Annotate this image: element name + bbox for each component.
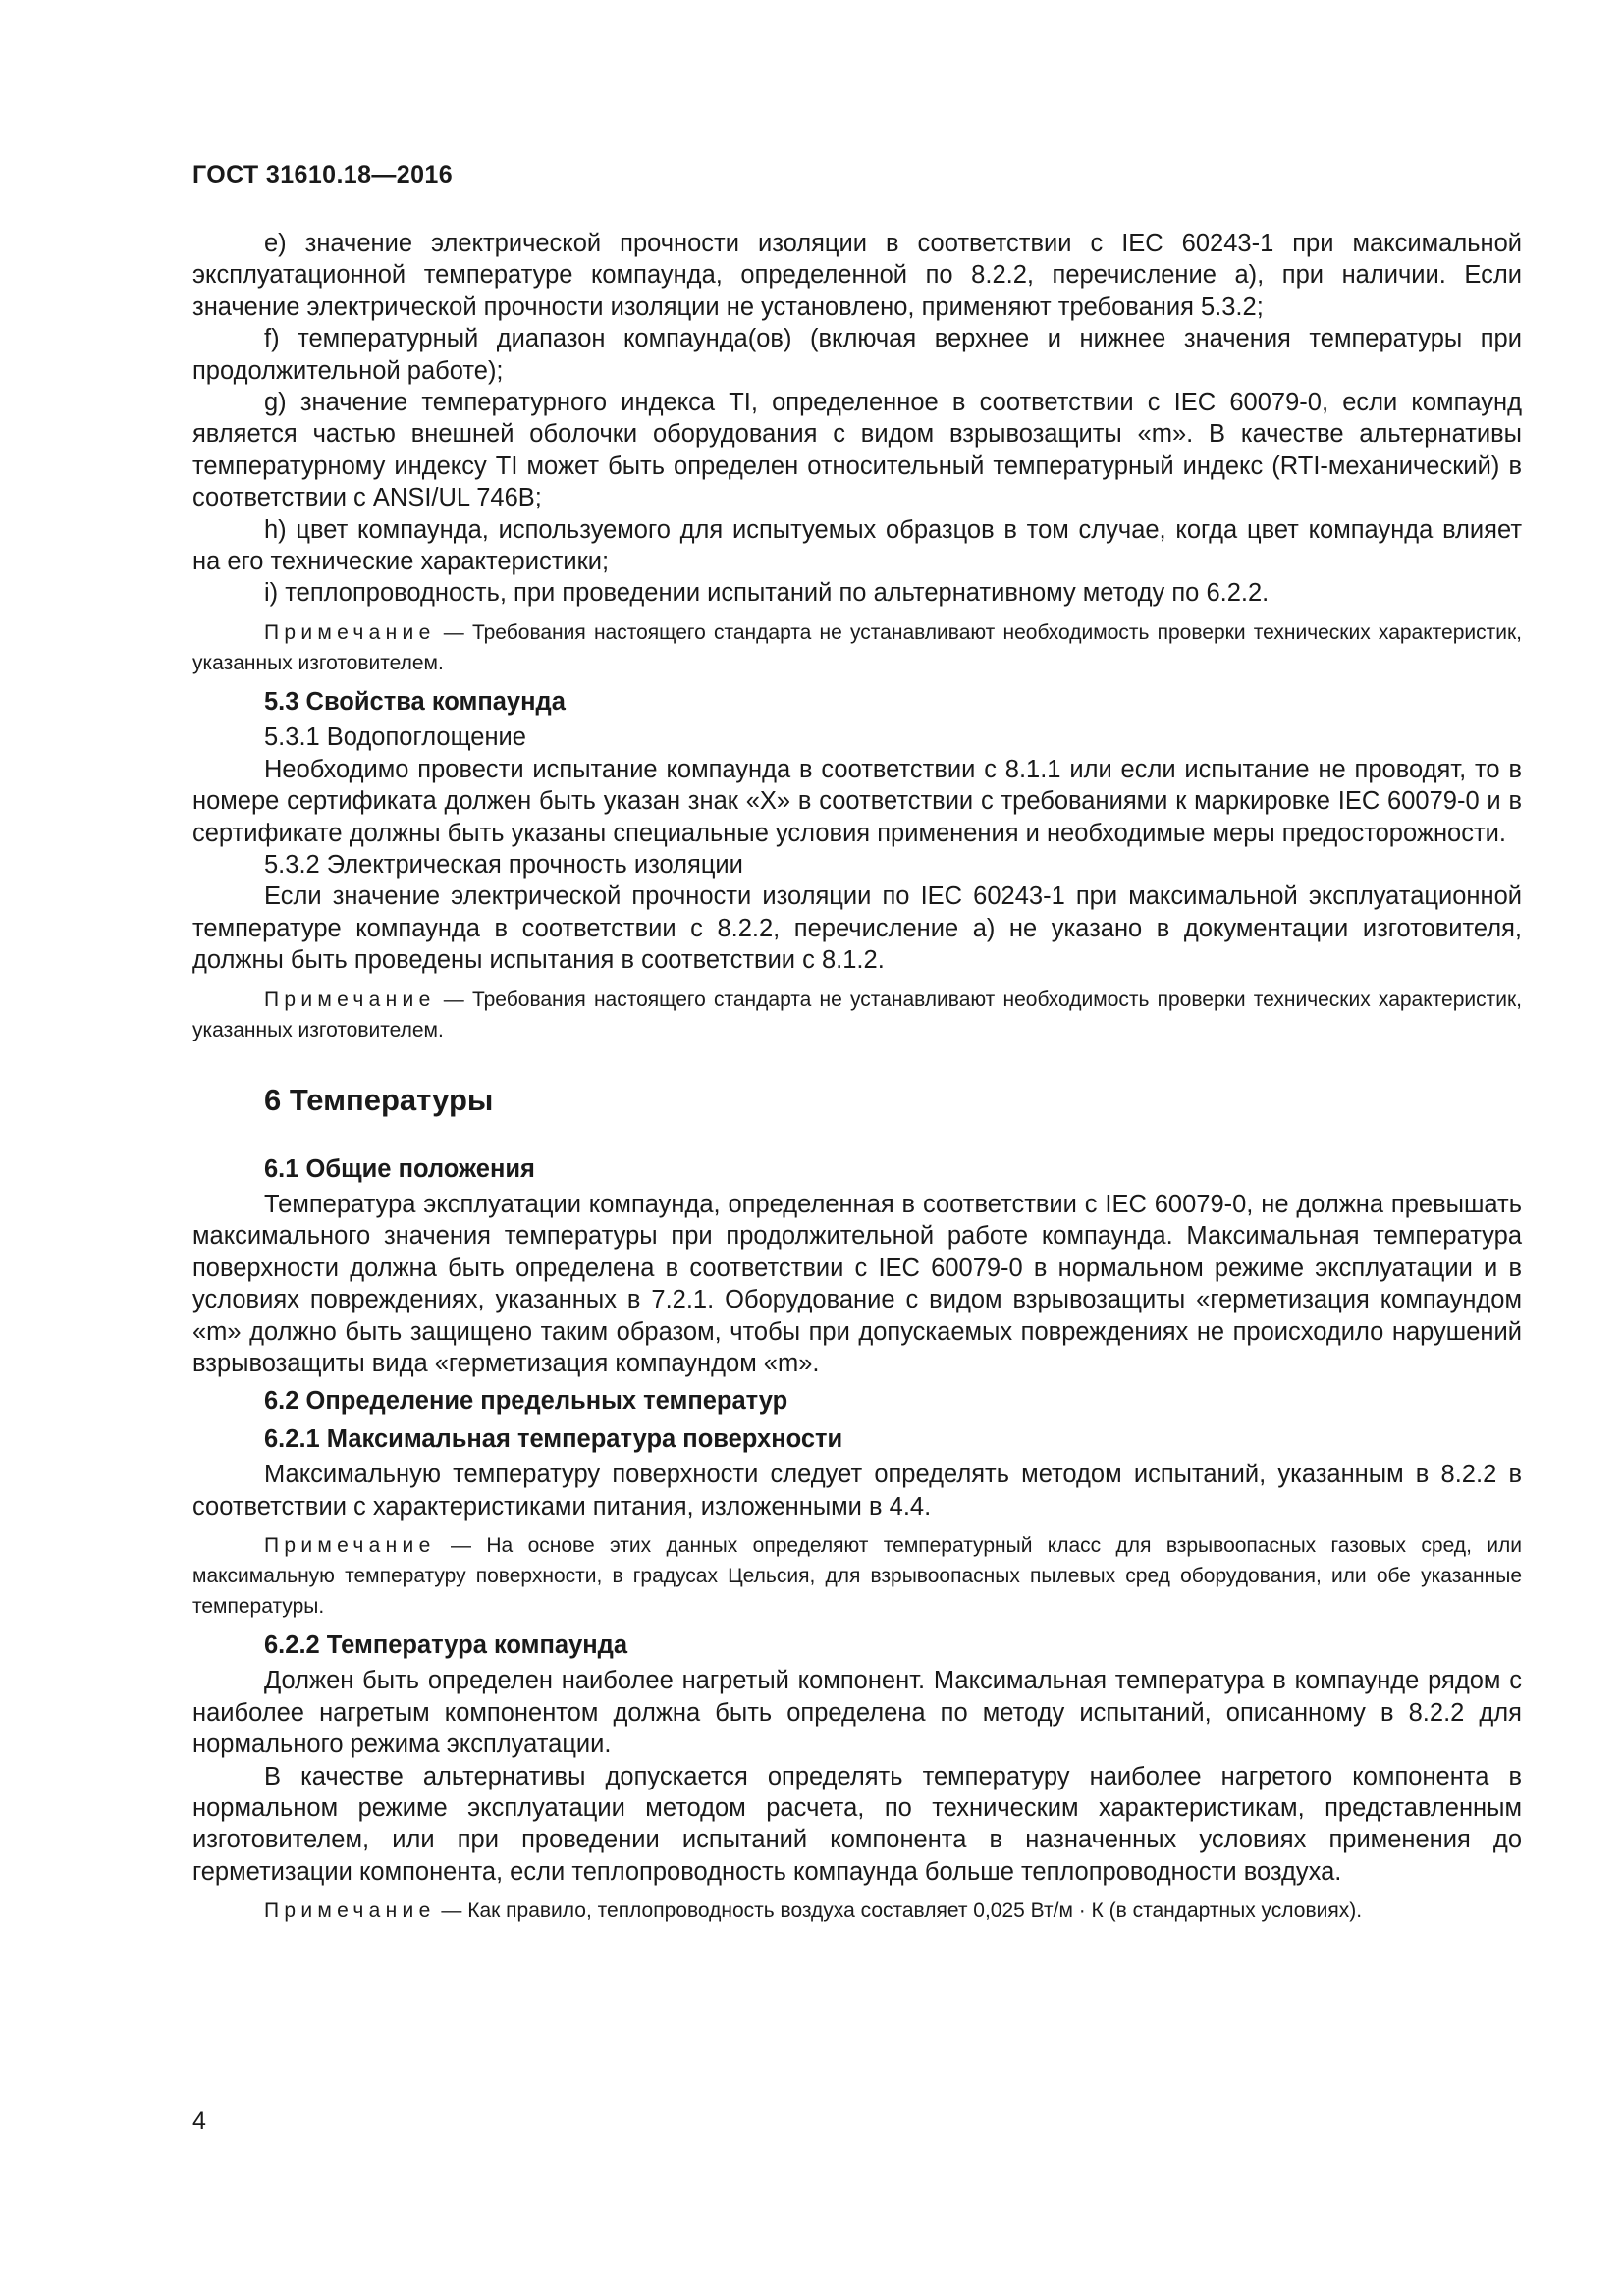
note-label: Примечание bbox=[264, 1899, 436, 1923]
paragraph-6-2-2b: В качестве альтернативы допускается определять температуру наиболее нагретого компонента в нормальном режиме эксплуатации методом расчета, по техническим характеристикам, представленным изготовителем, или при проведении испытаний компонента в назначенных условиях применения до герметизации компонента, если теплопроводность компаунда больше теплопроводности воздуха. bbox=[192, 1762, 1522, 1886]
note-label: Примечание bbox=[264, 1534, 436, 1557]
paragraph-6-1: Температура эксплуатации компаунда, определенная в соответствии с IEC 60079-0, не должна превышать максимального значения температуры при продолжительной работе компаунда. Максимальная температура поверхности должна быть определена в соответствии с IEC 60079-0 в нормальном режиме эксплуатации и в условиях повреждениях, указанных в 7.2.1. Оборудование с видом взрывозащиты «герметизация компаундом «m» должно быть защищено таким образом, чтобы при допускаемых повреждениях не происходило нарушений взрывозащиты вида «герметизация компаундом «m». bbox=[192, 1190, 1522, 1377]
heading-5-3-2: 5.3.2 Электрическая прочность изоляции bbox=[264, 850, 743, 879]
list-item-h: h) цвет компаунда, используемого для испытуемых образцов в том случае, когда цвет компаунда влияет на его технические характеристики; bbox=[192, 515, 1522, 576]
paragraph-5-3-2: Если значение электрической прочности изоляции по IEC 60243-1 при максимальной эксплуатационной температуре компаунда в соответствии с 8.2.2, перечисление а) не указано в документации изготовителя, должны быть проведены испытания в соответствии с 8.1.2. bbox=[192, 882, 1522, 975]
heading-6-2: 6.2 Определение предельных температур bbox=[264, 1387, 788, 1415]
list-item-e: e) значение электрической прочности изоляции в соответствии с IEC 60243-1 при максимальной эксплуатационной температуре компаунда, определенной по 8.2.2, перечисление а), при наличии. Если значение электрической прочности изоляции не установлено, применяют требования 5.3.2; bbox=[192, 230, 1522, 321]
list-item-f: f) температурный диапазон компаунда(ов) (включая верхнее и нижнее значения температуры при продолжительной работе); bbox=[192, 325, 1522, 385]
list-item-g: g) значение температурного индекса TI, определенное в соответствии с IEC 60079-0, если компаунд является частью внешней оболочки оборудования с видом взрывозащиты «m». В качестве альтернативы температурному индексу TI может быть определен относительный температурный индекс (RTI-механический) в соответствии с ANSI/UL 746B; bbox=[192, 389, 1522, 512]
document-header: ГОСТ 31610.18—2016 bbox=[192, 161, 454, 188]
note-block bbox=[192, 1530, 1522, 1622]
paragraph-5-3-1: Необходимо провести испытание компаунда в соответствии с 8.1.1 или если испытание не проводят, то в номере сертификата должен быть указан знак «X» в соответствии с требованиями к маркировке IEC 60079-0 и в сертификате должны быть указаны специальные условия применения и необходимые меры предосторожности. bbox=[192, 755, 1522, 847]
page-content bbox=[192, 228, 1522, 1934]
page-number: 4 bbox=[192, 2108, 206, 2135]
heading-6-2-2: 6.2.2 Температура компаунда bbox=[264, 1631, 628, 1659]
note-text: — Как правило, теплопроводность воздуха составляет 0,025 Вт/м · К (в стандартных условиях). bbox=[441, 1899, 1363, 1923]
paragraph-6-2-1: Максимальную температуру поверхности следует определять методом испытаний, указанным в 8.2.2 в соответствии с характеристиками питания, изложенными в 4.4. bbox=[192, 1461, 1522, 1521]
heading-5-3-1: 5.3.1 Водопоглощение bbox=[264, 723, 526, 752]
heading-6-2-1: 6.2.1 Максимальная температура поверхности bbox=[264, 1424, 843, 1453]
paragraph-6-2-2a: Должен быть определен наиболее нагретый компонент. Максимальная температура в компаунде рядом с наиболее нагретым компонентом должна быть определена по методу испытаний, описанному в 8.2.2 для нормального режима эксплуатации. bbox=[192, 1667, 1522, 1759]
section-heading-6: 6 Температуры bbox=[264, 1082, 494, 1117]
heading-6-1: 6.1 Общие положения bbox=[264, 1154, 535, 1183]
note-text: — Требования настоящего стандарта не устанавливают необходимость проверки технических характеристик, указанных изготовителем. bbox=[192, 620, 1522, 674]
heading-5-3: 5.3 Свойства компаунда bbox=[264, 687, 566, 716]
note-block bbox=[192, 1896, 1522, 1926]
note-block bbox=[192, 617, 1522, 678]
note-text: — Требования настоящего стандарта не устанавливают необходимость проверки технических характеристик, указанных изготовителем. bbox=[192, 988, 1522, 1041]
note-label: Примечание bbox=[264, 620, 436, 644]
note-block bbox=[192, 985, 1522, 1045]
note-label: Примечание bbox=[264, 988, 436, 1011]
list-item-i: i) теплопроводность, при проведении испытаний по альтернативному методу по 6.2.2. bbox=[264, 579, 1270, 608]
note-text: — На основе этих данных определяют температурный класс для взрывоопасных газовых сред, или максимальную температуру поверхности, в градусах Цельсия, для взрывоопасных пылевых сред оборудования, или обе указанные температуры. bbox=[192, 1534, 1523, 1618]
